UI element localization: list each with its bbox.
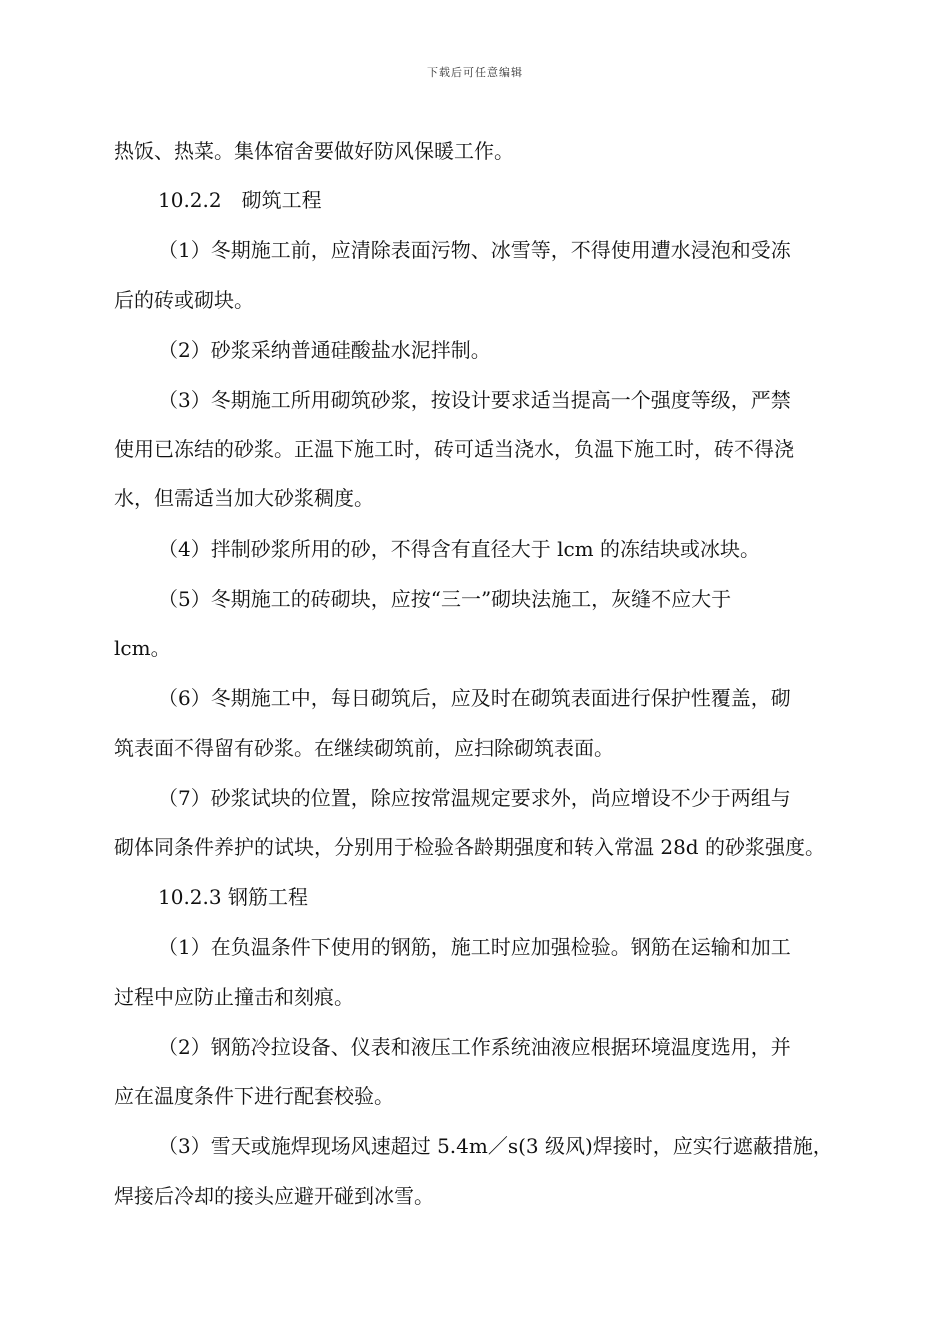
text-line: （7）砂浆试块的位置，除应按常温规定要求外，尚应增设不少于两组与 xyxy=(158,786,791,810)
text-line: （3）冬期施工所用砌筑砂浆，按设计要求适当提高一个强度等级，严禁 xyxy=(158,388,791,412)
text-line: 筑表面不得留有砂浆。在继续砌筑前，应扫除砌筑表面。 xyxy=(114,736,614,760)
text-line: （2）钢筋冷拉设备、仪表和液压工作系统油液应根据环境温度选用，并 xyxy=(158,1035,791,1059)
text-line: （3）雪天或施焊现场风速超过 5.4m／s(3 级风)焊接时，应实行遮蔽措施， xyxy=(158,1134,833,1158)
text-line: （4）拌制砂浆所用的砂，不得含有直径大于 lcm 的冻结块或冰块。 xyxy=(158,537,761,561)
text-line: 过程中应防止撞击和刻痕。 xyxy=(114,985,354,1009)
text-line: 热饭、热菜。集体宿舍要做好防风保暖工作。 xyxy=(114,139,514,163)
text-line: 水，但需适当加大砂浆稠度。 xyxy=(114,486,374,510)
text-line: （2）砂浆采纳普通硅酸盐水泥拌制。 xyxy=(158,338,491,362)
text-line: （1）冬期施工前，应清除表面污物、冰雪等，不得使用遭水浸泡和受冻 xyxy=(158,238,791,262)
text-line: （1）在负温条件下使用的钢筋，施工时应加强检验。钢筋在运输和加工 xyxy=(158,935,791,959)
text-line: 砌体同条件养护的试块，分别用于检验各龄期强度和转入常温 28d 的砂浆强度。 xyxy=(114,835,825,859)
section-heading: 10.2.3 钢筋工程 xyxy=(158,885,308,909)
text-line: lcm。 xyxy=(114,636,171,660)
section-heading: 10.2.2 砌筑工程 xyxy=(158,188,322,212)
text-line: 后的砖或砌块。 xyxy=(114,288,254,312)
text-line: 焊接后冷却的接头应避开碰到冰雪。 xyxy=(114,1184,434,1208)
text-line: （6）冬期施工中，每日砌筑后，应及时在砌筑表面进行保护性覆盖，砌 xyxy=(158,686,791,710)
text-line: 应在温度条件下进行配套校验。 xyxy=(114,1084,394,1108)
text-line: （5）冬期施工的砖砌块，应按“三一”砌块法施工，灰缝不应大于 xyxy=(158,587,732,611)
text-line: 使用已冻结的砂浆。正温下施工时，砖可适当浇水，负温下施工时，砖不得浇 xyxy=(114,437,794,461)
page-header: 下载后可任意编辑 xyxy=(427,66,523,79)
